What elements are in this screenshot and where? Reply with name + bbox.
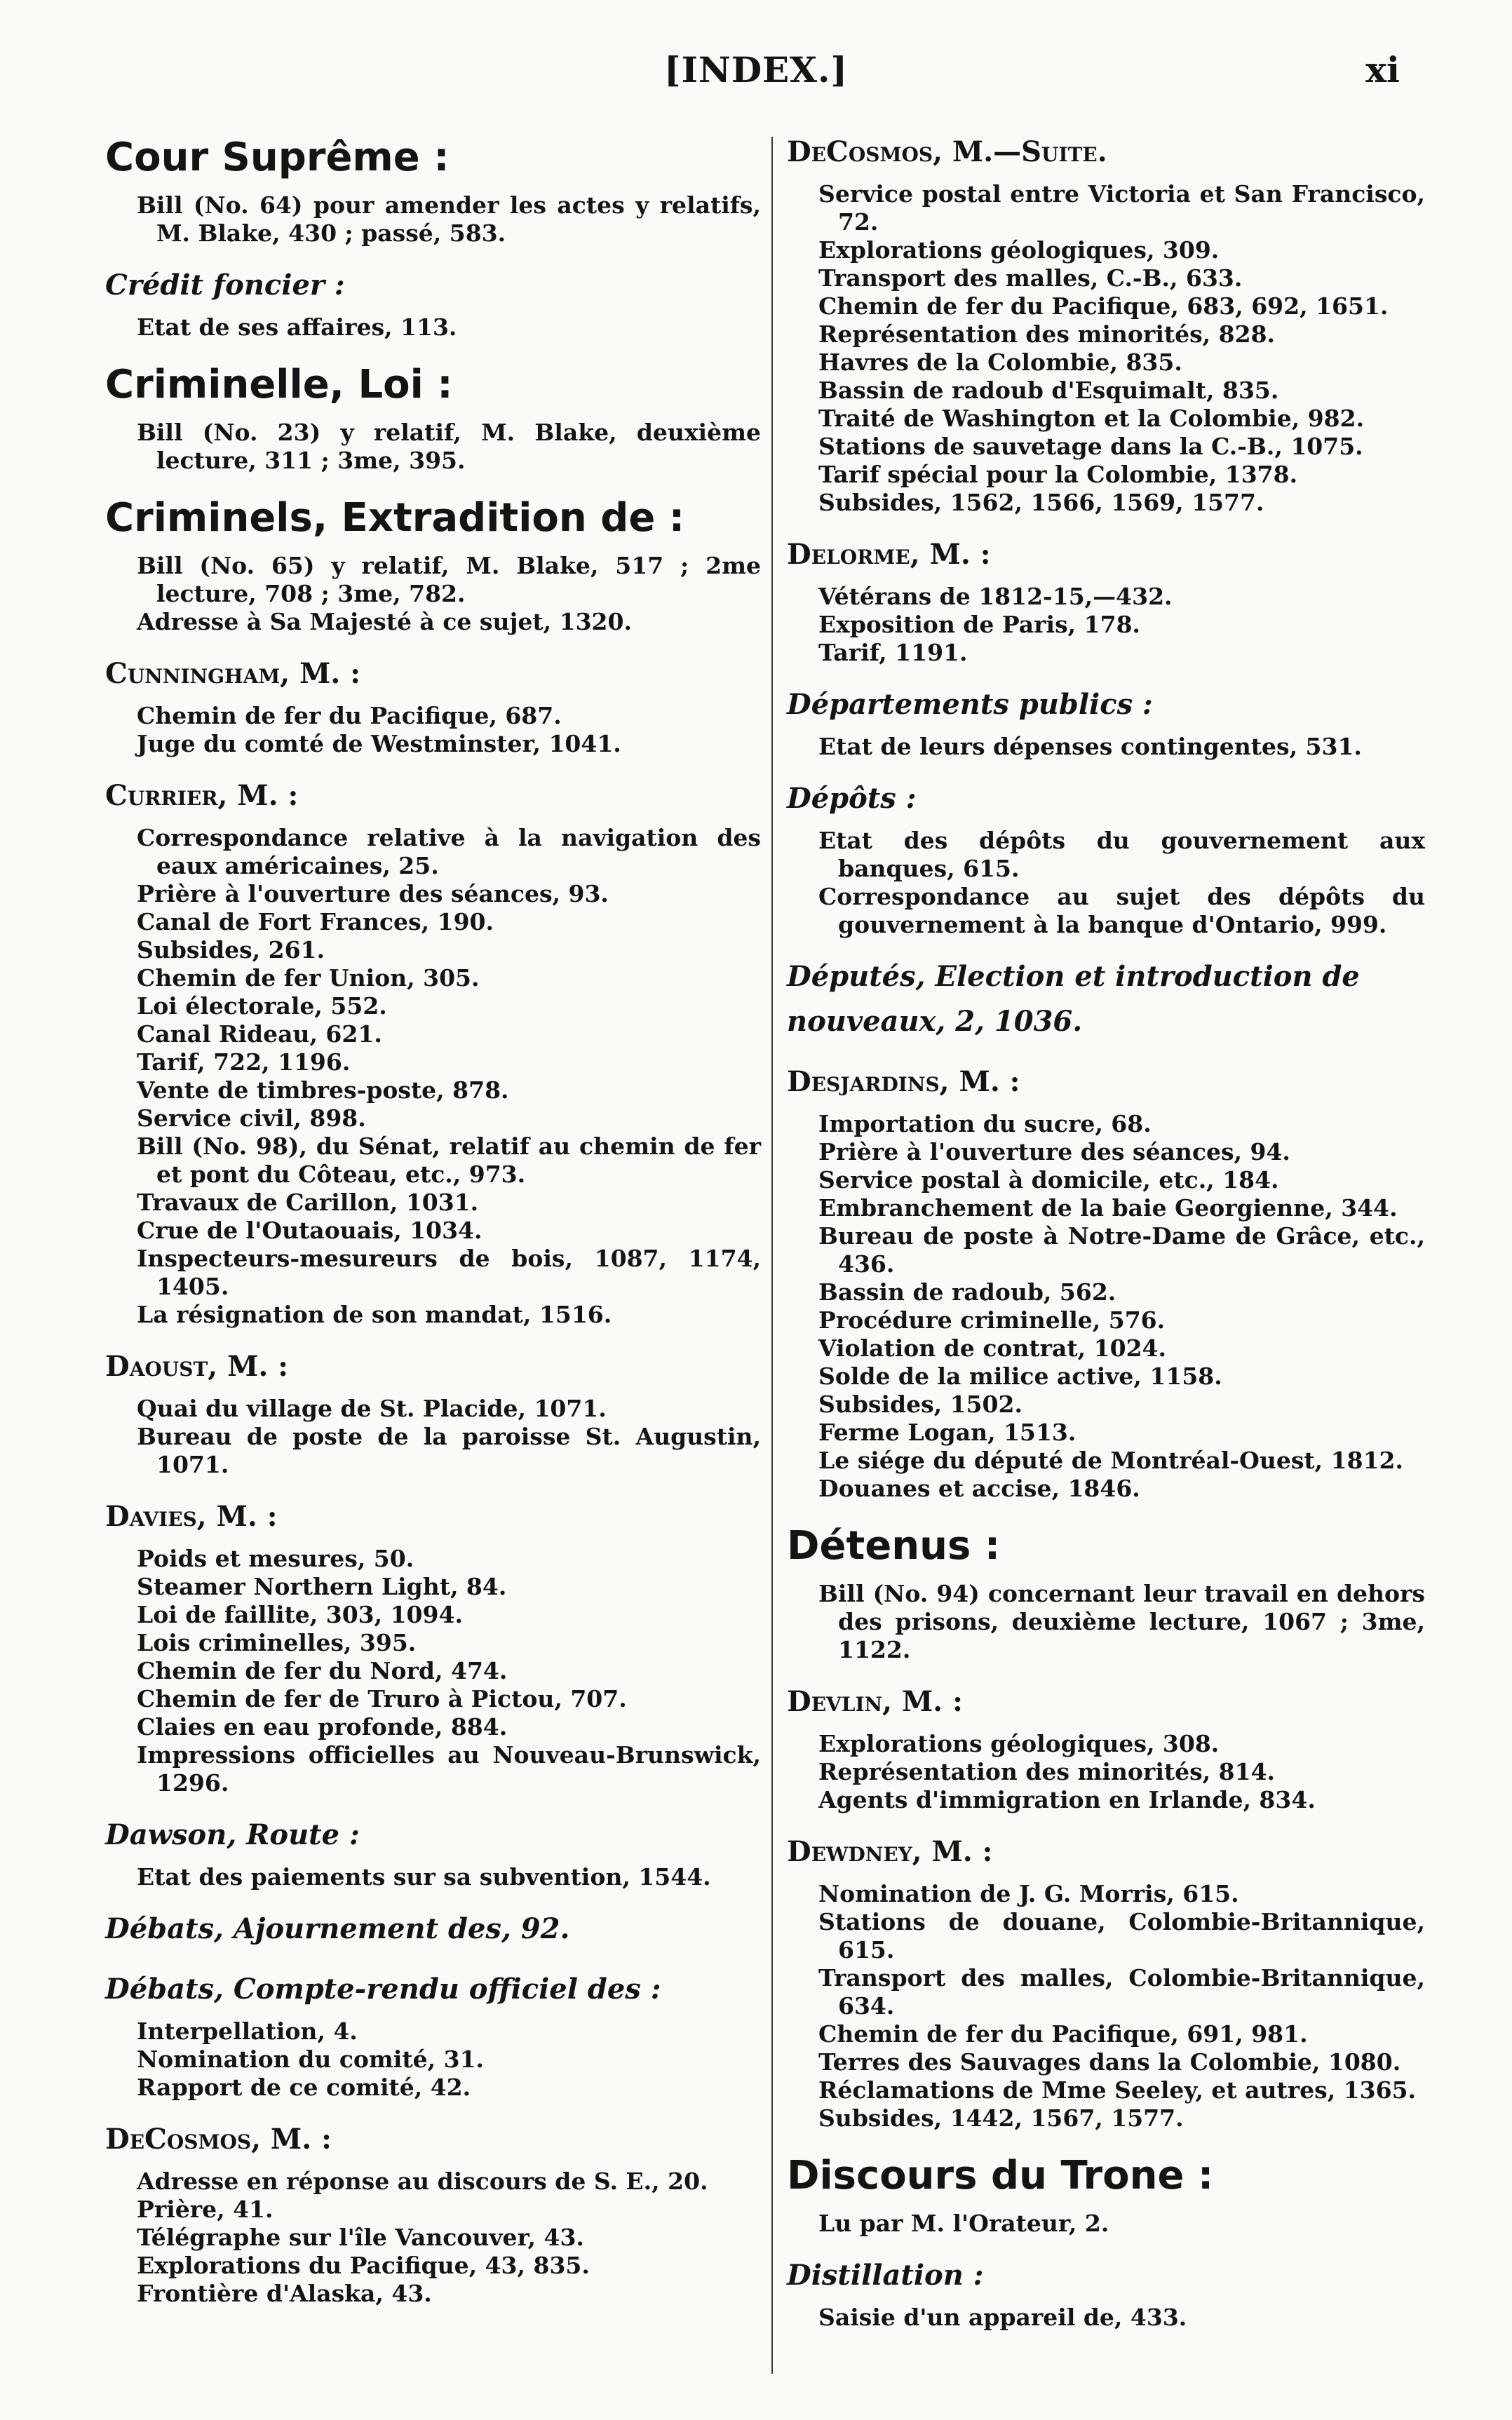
index-entry: Subsides, 1502. — [818, 1391, 1022, 1418]
index-entry: Canal de Fort Frances, 190. — [137, 908, 494, 935]
index-heading: Criminels, Extradition de : — [105, 495, 685, 541]
index-section — [105, 1813, 761, 1891]
index-entry: Procédure criminelle, 576. — [818, 1306, 1166, 1334]
index-entries — [818, 1730, 1425, 1814]
index-entries — [137, 552, 761, 636]
index-heading: Cunningham, M. : — [105, 657, 360, 690]
index-entries — [818, 827, 1425, 939]
index-entry: Subsides, 1442, 1567, 1577. — [818, 2104, 1184, 2132]
index-entry: Terres des Sauvages dans la Colombie, 1080. — [818, 2048, 1401, 2076]
index-heading: Delorme, M. : — [787, 538, 991, 571]
index-entry: Représentation des minorités, 814. — [818, 1758, 1276, 1785]
index-entry: Poids et mesures, 50. — [137, 1545, 414, 1572]
index-entry: Vétérans de 1812-15,—432. — [818, 583, 1173, 610]
index-entry: Douanes et accise, 1846. — [818, 1475, 1140, 1502]
index-entry: Prière à l'ouverture des séances, 94. — [818, 1138, 1290, 1165]
index-entry: La résignation de son mandat, 1516. — [137, 1301, 612, 1328]
index-entry: Quai du village de St. Placide, 1071. — [137, 1395, 607, 1422]
index-entries — [137, 702, 761, 758]
index-heading: Devlin, M. : — [787, 1685, 963, 1718]
index-entry: Chemin de fer du Pacifique, 691, 981. — [818, 2020, 1308, 2048]
index-section — [105, 773, 761, 1329]
index-entry: Bureau de poste à Notre-Dame de Grâce, etc., 436. — [818, 1222, 1425, 1278]
index-entry: Ferme Logan, 1513. — [818, 1419, 1076, 1446]
index-heading: DeCosmos, M.—Suite. — [787, 135, 1107, 168]
index-entry: Chemin de fer du Nord, 474. — [137, 1657, 508, 1684]
index-entry: Bill (No. 65) y relatif, M. Blake, 517 ; 2me lecture, 708 ; 3me, 782. — [137, 552, 761, 607]
index-entry: Traité de Washington et la Colombie, 982. — [818, 405, 1365, 432]
index-entries — [818, 1110, 1425, 1503]
index-section — [787, 1830, 1425, 2132]
index-entries — [137, 313, 761, 342]
index-entry: Rapport de ce comité, 42. — [137, 2074, 471, 2101]
index-entry: Bill (No. 94) concernant leur travail en dehors des prisons, deuxième lecture, 1067 ; 3me, 1122. — [818, 1580, 1425, 1663]
index-entries — [137, 2017, 761, 2102]
index-section — [787, 2148, 1425, 2238]
index-heading: Détenus : — [787, 1523, 1001, 1569]
index-section — [105, 357, 761, 475]
index-entry: Explorations géologiques, 308. — [818, 1730, 1220, 1757]
left-column — [105, 130, 761, 2323]
index-entry: Tarif, 722, 1196. — [137, 1048, 351, 1076]
index-entry: Etat de ses affaires, 113. — [137, 313, 457, 341]
index-entry: Tarif, 1191. — [818, 639, 968, 666]
index-section — [105, 263, 761, 342]
index-entries — [818, 733, 1425, 761]
index-entry: Impressions officielles au Nouveau-Brunswick, 1296. — [137, 1741, 761, 1797]
index-entry: Chemin de fer du Pacifique, 683, 692, 1651. — [818, 292, 1389, 320]
index-section — [105, 651, 761, 758]
index-entries — [818, 583, 1425, 667]
index-heading: Dépôts : — [787, 782, 917, 815]
index-heading: Départements publics : — [787, 688, 1153, 721]
index-entry: Subsides, 261. — [137, 936, 325, 964]
index-entries — [818, 1880, 1425, 2132]
index-section — [105, 1494, 761, 1797]
index-entry: Représentation des minorités, 828. — [818, 320, 1276, 348]
index-section — [787, 130, 1425, 517]
index-entries — [818, 1580, 1425, 1664]
index-heading: Criminelle, Loi : — [105, 362, 453, 407]
index-entry: Nomination du comité, 31. — [137, 2046, 485, 2073]
index-section — [787, 2253, 1425, 2332]
index-entry: Juge du comté de Westminster, 1041. — [137, 730, 621, 757]
index-entry: Vente de timbres-poste, 878. — [137, 1076, 509, 1104]
index-entry: Inspecteurs-mesureurs de bois, 1087, 1174, 1405. — [137, 1245, 761, 1300]
column-divider — [771, 137, 773, 2374]
index-entries — [137, 1545, 761, 1797]
index-heading: Crédit foncier : — [105, 269, 345, 302]
index-section — [105, 1967, 761, 2102]
index-section — [105, 1344, 761, 1479]
index-section — [105, 2117, 761, 2308]
index-entry: Chemin de fer de Truro à Pictou, 707. — [137, 1685, 627, 1712]
index-heading: Distillation : — [787, 2259, 984, 2292]
index-heading: Discours du Trone : — [787, 2153, 1214, 2198]
index-entry: Explorations géologiques, 309. — [818, 236, 1220, 264]
index-entry: Travaux de Carillon, 1031. — [137, 1189, 479, 1216]
index-heading: Currier, M. : — [105, 779, 299, 812]
index-entry: Chemin de fer Union, 305. — [137, 964, 480, 992]
index-entry: Service postal entre Victoria et San Francisco, 72. — [818, 180, 1425, 236]
index-entry: Lois criminelles, 395. — [137, 1629, 417, 1656]
index-entry: Steamer Northern Light, 84. — [137, 1573, 507, 1600]
index-entry: Stations de sauvetage dans la C.-B., 1075. — [818, 433, 1363, 460]
index-entry: Violation de contrat, 1024. — [818, 1334, 1166, 1362]
index-entry: Canal Rideau, 621. — [137, 1020, 382, 1048]
index-entries — [137, 191, 761, 248]
index-section — [105, 490, 761, 636]
index-entry: Prière à l'ouverture des séances, 93. — [137, 880, 609, 907]
index-entry: Havres de la Colombie, 835. — [818, 349, 1182, 376]
page-number: xi — [1365, 49, 1400, 90]
index-heading: DeCosmos, M. : — [105, 2123, 332, 2156]
right-column — [787, 130, 1425, 2347]
index-section — [105, 1907, 761, 1952]
index-entry: Correspondance au sujet des dépôts du gouvernement à la banque d'Ontario, 999. — [818, 883, 1425, 938]
index-entry: Nomination de J. G. Morris, 615. — [818, 1880, 1239, 1907]
index-entry: Tarif spécial pour la Colombie, 1378. — [818, 461, 1298, 488]
index-entry: Transport des malles, Colombie-Britannique, 634. — [818, 1964, 1425, 2020]
index-entry: Adresse en réponse au discours de S. E., 20. — [137, 2168, 708, 2195]
index-heading: Dawson, Route : — [105, 1818, 360, 1851]
index-entries — [137, 2168, 761, 2308]
index-entries — [137, 1395, 761, 1479]
index-entry: Stations de douane, Colombie-Britannique, 615. — [818, 1908, 1425, 1963]
index-entry: Embranchement de la baie Georgienne, 344. — [818, 1194, 1398, 1222]
index-entry: Télégraphe sur l'île Vancouver, 43. — [137, 2224, 584, 2251]
index-entry: Loi électorale, 552. — [137, 992, 387, 1020]
index-entries — [137, 419, 761, 475]
index-entries — [818, 2210, 1425, 2238]
index-entry: Loi de faillite, 303, 1094. — [137, 1601, 463, 1628]
index-entry: Interpellation, 4. — [137, 2017, 358, 2045]
index-section — [787, 954, 1425, 1044]
index-entry: Agents d'immigration en Irlande, 834. — [818, 1786, 1316, 1813]
index-entry: Solde de la milice active, 1158. — [818, 1363, 1222, 1390]
index-section — [787, 532, 1425, 667]
index-entry: Service postal à domicile, etc., 184. — [818, 1166, 1279, 1194]
index-entry: Etat des paiements sur sa subvention, 1544. — [137, 1863, 711, 1891]
index-entries — [137, 824, 761, 1329]
index-heading: Débats, Ajournement des, 92. — [105, 1912, 570, 1945]
index-entry: Claies en eau profonde, 884. — [137, 1713, 508, 1740]
index-entries — [818, 2304, 1425, 2332]
index-heading: Davies, M. : — [105, 1500, 278, 1533]
index-entry: Le siége du député de Montréal-Ouest, 1812. — [818, 1447, 1403, 1474]
index-entry: Subsides, 1562, 1566, 1569, 1577. — [818, 489, 1264, 516]
index-entry: Bassin de radoub, 562. — [818, 1278, 1116, 1306]
index-entries — [818, 180, 1425, 517]
index-heading: Députés, Election et introduction de nouveaux, 2, 1036. — [787, 960, 1360, 1038]
index-entry: Bill (No. 23) y relatif, M. Blake, deuxième lecture, 311 ; 3me, 395. — [137, 419, 761, 474]
page-header — [0, 49, 1512, 112]
index-entry: Importation du sucre, 68. — [818, 1110, 1152, 1137]
index-entry: Service civil, 898. — [137, 1104, 366, 1132]
index-section — [787, 1518, 1425, 1664]
index-heading: Dewdney, M. : — [787, 1835, 993, 1868]
index-heading: Desjardins, M. : — [787, 1065, 1020, 1098]
index-section — [105, 130, 761, 248]
index-entry: Saisie d'un appareil de, 433. — [818, 2304, 1187, 2331]
index-section — [787, 1060, 1425, 1503]
index-entry: Frontière d'Alaska, 43. — [137, 2280, 432, 2307]
index-entry: Chemin de fer du Pacifique, 687. — [137, 702, 562, 729]
index-entry: Crue de l'Outaouais, 1034. — [137, 1217, 482, 1244]
index-entry: Adresse à Sa Majesté à ce sujet, 1320. — [137, 608, 632, 635]
index-entry: Exposition de Paris, 178. — [818, 611, 1141, 638]
index-entry: Prière, 41. — [137, 2196, 274, 2223]
index-entry: Réclamations de Mme Seeley, et autres, 1365. — [818, 2076, 1417, 2104]
index-entry: Etat de leurs dépenses contingentes, 531. — [818, 733, 1362, 760]
index-entry: Correspondance relative à la navigation des eaux américaines, 25. — [137, 824, 761, 879]
index-entry: Bassin de radoub d'Esquimalt, 835. — [818, 377, 1279, 404]
index-entry: Bureau de poste de la paroisse St. Augustin, 1071. — [137, 1423, 761, 1478]
index-entry: Etat des dépôts du gouvernement aux banques, 615. — [818, 827, 1425, 882]
index-entry: Bill (No. 98), du Sénat, relatif au chemin de fer et pont du Côteau, etc., 973. — [137, 1133, 761, 1188]
index-entry: Explorations du Pacifique, 43, 835. — [137, 2252, 590, 2279]
index-section — [787, 776, 1425, 939]
index-heading: Débats, Compte-rendu officiel des : — [105, 1973, 661, 2006]
page-title: [INDEX.] — [663, 49, 849, 90]
index-entries — [137, 1863, 761, 1891]
index-section — [787, 1679, 1425, 1814]
index-entry: Transport des malles, C.-B., 633. — [818, 264, 1243, 292]
index-entry: Lu par M. l'Orateur, 2. — [818, 2210, 1109, 2237]
index-section — [787, 682, 1425, 761]
index-heading: Daoust, M. : — [105, 1350, 289, 1383]
index-heading: Cour Suprême : — [105, 135, 450, 180]
index-entry: Bill (No. 64) pour amender les actes y relatifs, M. Blake, 430 ; passé, 583. — [137, 191, 761, 247]
